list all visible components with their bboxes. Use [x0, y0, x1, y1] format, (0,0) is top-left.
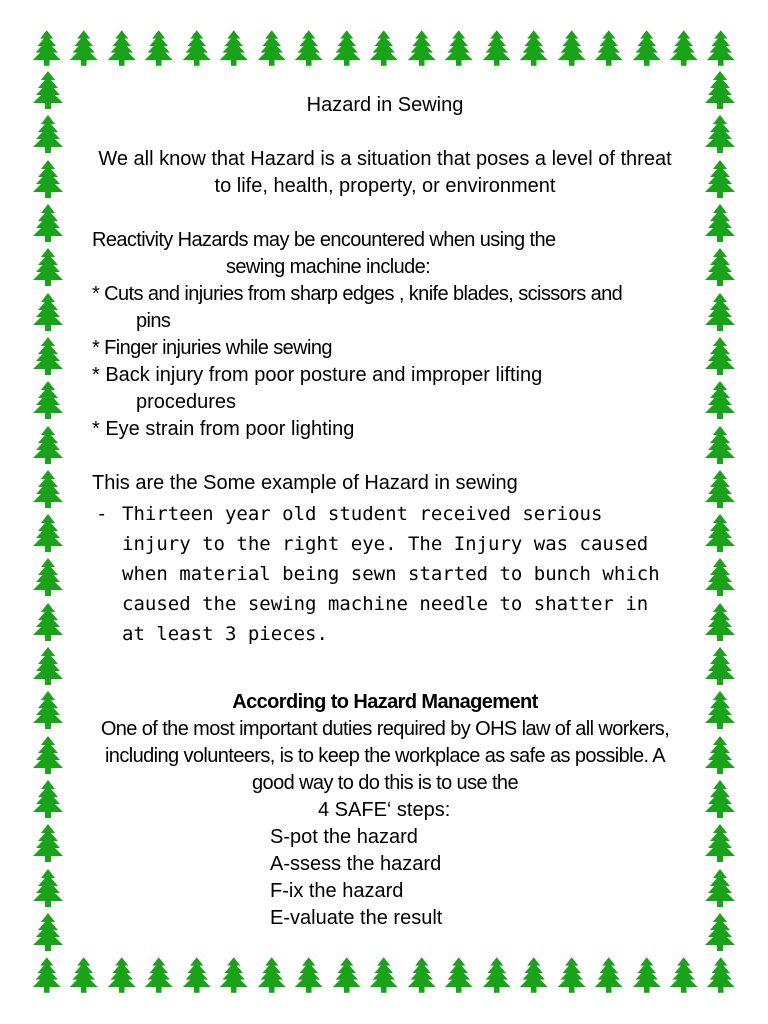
- christmas-tree-icon: [215, 955, 252, 995]
- hazard-item-continuation: procedures: [136, 391, 237, 413]
- hazard-item: [92, 362, 678, 416]
- christmas-tree-icon: [28, 557, 68, 597]
- christmas-tree-icon: [215, 28, 252, 68]
- christmas-tree-icon: [590, 955, 627, 995]
- christmas-tree-icon: [440, 955, 477, 995]
- safe-step: A-ssess the hazard: [270, 853, 442, 875]
- christmas-tree-icon: [700, 159, 740, 199]
- christmas-tree-icon: [553, 28, 590, 68]
- christmas-tree-icon: [700, 336, 740, 376]
- christmas-tree-icon: [515, 28, 552, 68]
- christmas-tree-icon: [253, 955, 290, 995]
- hazard-item: [92, 335, 678, 362]
- management-title: According to Hazard Management: [232, 691, 538, 713]
- reactivity-intro-line1: Reactivity Hazards may be encountered when using the: [92, 229, 556, 251]
- christmas-tree-icon: [140, 955, 177, 995]
- hazard-item: [92, 416, 678, 443]
- christmas-tree-icon: [28, 336, 68, 376]
- christmas-tree-icon: [28, 912, 68, 952]
- christmas-tree-icon: [700, 779, 740, 819]
- steps-heading: 4 SAFE‘ steps:: [318, 799, 451, 821]
- christmas-tree-icon: [28, 380, 68, 420]
- reactivity-intro-line2: sewing machine include:: [226, 256, 431, 278]
- document-title: Hazard in Sewing: [306, 94, 464, 116]
- christmas-tree-icon: [700, 868, 740, 908]
- christmas-tree-icon: [665, 955, 702, 995]
- christmas-tree-icon: [700, 602, 740, 642]
- hazard-list: [92, 281, 678, 443]
- christmas-tree-icon: [700, 735, 740, 775]
- document-content: [92, 92, 678, 932]
- hazard-item-line: * Back injury from poor posture and improper lifting: [92, 364, 543, 386]
- christmas-tree-icon: [700, 425, 740, 465]
- christmas-tree-icon: [700, 557, 740, 597]
- christmas-tree-icon: [478, 955, 515, 995]
- safe-steps-list: [92, 824, 678, 932]
- christmas-tree-icon: [700, 912, 740, 952]
- safe-step: F-ix the hazard: [270, 880, 404, 902]
- safe-step: E-valuate the result: [270, 907, 443, 929]
- christmas-tree-icon: [700, 690, 740, 730]
- hazard-item: [92, 281, 678, 335]
- christmas-tree-icon: [365, 28, 402, 68]
- christmas-tree-icon: [665, 28, 702, 68]
- christmas-tree-icon: [103, 955, 140, 995]
- christmas-tree-icon: [178, 28, 215, 68]
- christmas-tree-icon: [365, 955, 402, 995]
- christmas-tree-icon: [28, 690, 68, 730]
- christmas-tree-icon: [28, 513, 68, 553]
- christmas-tree-icon: [700, 380, 740, 420]
- example-text: Thirteen year old student received serious injury to the right eye. The Injury was caused when material being sewn started to bunch which caused the sewing machine needle to shatter in at least 3 pieces.: [122, 503, 660, 645]
- christmas-tree-icon: [700, 646, 740, 686]
- christmas-tree-icon: [403, 28, 440, 68]
- tree-border-bottom: [28, 955, 740, 995]
- examples-heading: This are the Some example of Hazard in sewing: [92, 472, 518, 494]
- christmas-tree-icon: [28, 868, 68, 908]
- example-dash: -: [96, 503, 108, 525]
- christmas-tree-icon: [700, 292, 740, 332]
- hazard-item-line: * Finger injuries while sewing: [92, 337, 332, 359]
- christmas-tree-icon: [65, 28, 102, 68]
- christmas-tree-icon: [28, 70, 68, 110]
- christmas-tree-icon: [590, 28, 627, 68]
- christmas-tree-icon: [478, 28, 515, 68]
- christmas-tree-icon: [440, 28, 477, 68]
- christmas-tree-icon: [700, 469, 740, 509]
- hazard-item-line: * Cuts and injuries from sharp edges , knife blades, scissors and: [92, 283, 623, 305]
- christmas-tree-icon: [28, 203, 68, 243]
- christmas-tree-icon: [28, 247, 68, 287]
- christmas-tree-icon: [28, 425, 68, 465]
- christmas-tree-icon: [700, 513, 740, 553]
- christmas-tree-icon: [290, 28, 327, 68]
- christmas-tree-icon: [700, 247, 740, 287]
- safe-step: S-pot the hazard: [270, 826, 418, 848]
- management-text: One of the most important duties required by OHS law of all workers, including volunteers, is to keep the workplace as safe as possible. A good way to do this is to use the: [100, 718, 670, 794]
- christmas-tree-icon: [28, 735, 68, 775]
- tree-border-left: [28, 70, 68, 952]
- christmas-tree-icon: [628, 28, 665, 68]
- christmas-tree-icon: [290, 955, 327, 995]
- christmas-tree-icon: [28, 159, 68, 199]
- christmas-tree-icon: [702, 28, 739, 68]
- christmas-tree-icon: [700, 823, 740, 863]
- christmas-tree-icon: [403, 955, 440, 995]
- christmas-tree-icon: [28, 779, 68, 819]
- christmas-tree-icon: [553, 955, 590, 995]
- management-section: [92, 689, 678, 797]
- christmas-tree-icon: [65, 955, 102, 995]
- christmas-tree-icon: [28, 955, 65, 995]
- christmas-tree-icon: [28, 28, 65, 68]
- intro-paragraph: We all know that Hazard is a situation that poses a level of threat to life, health, property, or environment: [98, 148, 672, 197]
- christmas-tree-icon: [628, 955, 665, 995]
- christmas-tree-icon: [140, 28, 177, 68]
- christmas-tree-icon: [28, 114, 68, 154]
- christmas-tree-icon: [178, 955, 215, 995]
- hazard-item-line: * Eye strain from poor lighting: [92, 418, 355, 440]
- christmas-tree-icon: [28, 823, 68, 863]
- christmas-tree-icon: [700, 203, 740, 243]
- christmas-tree-icon: [28, 292, 68, 332]
- example-item: [92, 499, 678, 649]
- christmas-tree-icon: [28, 602, 68, 642]
- christmas-tree-icon: [328, 28, 365, 68]
- christmas-tree-icon: [328, 955, 365, 995]
- tree-border-top: [28, 28, 740, 68]
- christmas-tree-icon: [28, 646, 68, 686]
- christmas-tree-icon: [103, 28, 140, 68]
- christmas-tree-icon: [28, 469, 68, 509]
- christmas-tree-icon: [515, 955, 552, 995]
- christmas-tree-icon: [700, 70, 740, 110]
- christmas-tree-icon: [702, 955, 739, 995]
- reactivity-intro: [92, 227, 678, 281]
- christmas-tree-icon: [253, 28, 290, 68]
- hazard-item-continuation: pins: [136, 310, 171, 332]
- tree-border-right: [700, 70, 740, 952]
- christmas-tree-icon: [700, 114, 740, 154]
